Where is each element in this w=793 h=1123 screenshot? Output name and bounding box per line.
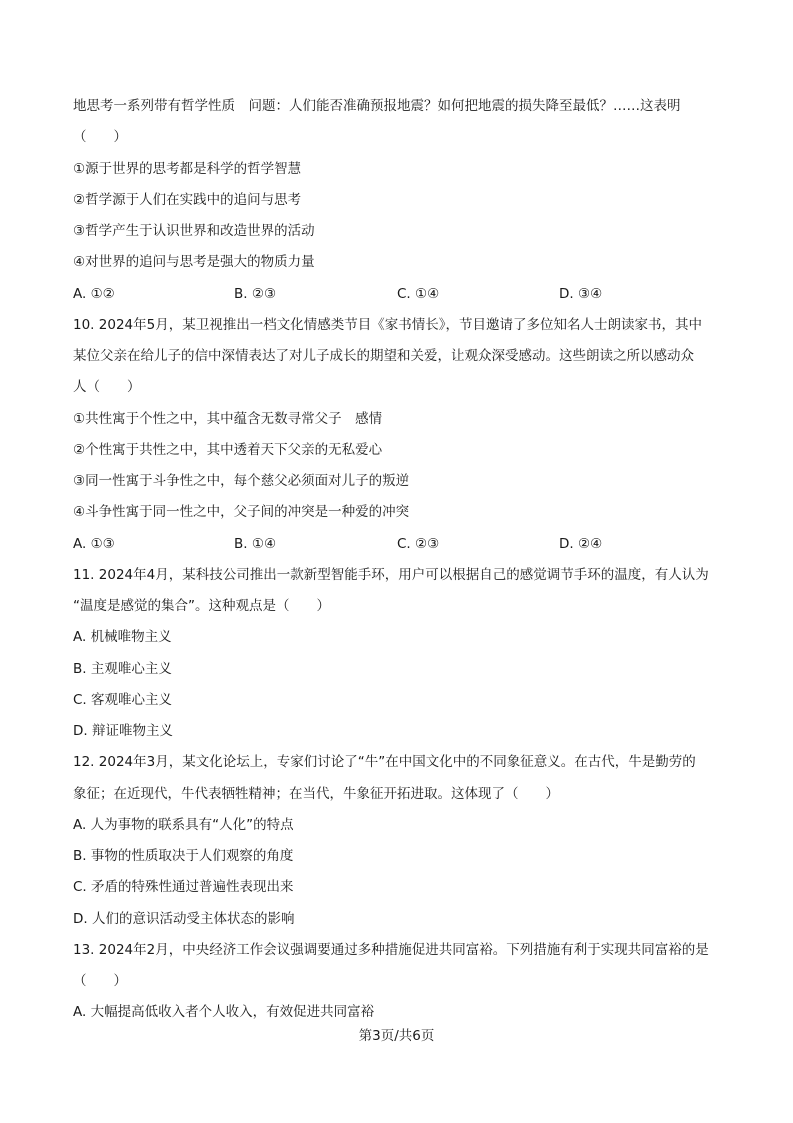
- q10-statement-4: ④斗争性寓于同一性之中，父子间的冲突是一种爱的冲突: [73, 504, 410, 520]
- q12-option-c[interactable]: C. 矛盾的特殊性通过普遍性表现出来: [73, 879, 294, 895]
- q9-option-d[interactable]: D. ③④: [559, 286, 603, 302]
- q12-option-a[interactable]: A. 人为事物的联系具有“人化”的特点: [73, 817, 294, 833]
- q9-option-c[interactable]: C. ①④: [397, 286, 440, 302]
- q10-stem-line-1: 10. 2024年5月，某卫视推出一档文化情感类节目《家书情长》，节目邀请了多位知名人士朗读家书，其中: [73, 317, 702, 333]
- q13-stem-line-1: 13. 2024年2月，中央经济工作会议强调要通过多种措施促进共同富裕。下列措施有利于实现共同富裕的是: [73, 942, 709, 958]
- q9-statement-1: ①源于世界的思考都是科学的哲学智慧: [73, 161, 302, 177]
- q11-option-d[interactable]: D. 辩证唯物主义: [73, 723, 173, 739]
- q12-stem-line-2: 象征；在近现代，牛代表牺牲精神；在当代，牛象征开拓进取。这体现了（ ）: [73, 786, 559, 802]
- q10-option-c[interactable]: C. ②③: [397, 536, 440, 552]
- q13-stem-line-2: （ ）: [73, 973, 127, 989]
- page-number-footer: 第3页/共6页: [358, 1028, 435, 1044]
- q13-option-a[interactable]: A. 大幅提高低收入者个人收入，有效促进共同富裕: [73, 1004, 375, 1020]
- q10-stem-line-3: 人（ ）: [73, 379, 141, 395]
- q11-option-c[interactable]: C. 客观唯心主义: [73, 692, 173, 708]
- q9-statement-3: ③哲学产生于认识世界和改造世界的活动: [73, 223, 315, 239]
- q10-statement-1: ①共性寓于个性之中，其中蕴含无数寻常父子 感情: [73, 411, 383, 427]
- q9-option-a[interactable]: A. ①②: [73, 286, 115, 302]
- q10-option-d[interactable]: D. ②④: [559, 536, 603, 552]
- q11-stem-line-2: “温度是感觉的集合”。这种观点是（ ）: [73, 598, 330, 614]
- q11-option-a[interactable]: A. 机械唯物主义: [73, 629, 172, 645]
- q9-stem-line-2: （ ）: [73, 129, 127, 145]
- q9-stem-line-1: 地思考一系列带有哲学性质 问题：人们能否准确预报地震？如何把地震的损失降至最低？……这表明: [73, 98, 681, 114]
- q10-option-a[interactable]: A. ①③: [73, 536, 115, 552]
- q9-statement-4: ④对世界的追问与思考是强大的物质力量: [73, 254, 315, 270]
- q11-option-b[interactable]: B. 主观唯心主义: [73, 661, 172, 677]
- q12-option-b[interactable]: B. 事物的性质取决于人们观察的角度: [73, 848, 294, 864]
- q12-option-d[interactable]: D. 人们的意识活动受主体状态的影响: [73, 911, 295, 927]
- q10-stem-line-2: 某位父亲在给儿子的信中深情表达了对儿子成长的期望和关爱，让观众深受感动。这些朗读之所以感动众: [73, 348, 694, 364]
- q10-statement-3: ③同一性寓于斗争性之中，每个慈父必须面对儿子的叛逆: [73, 473, 410, 489]
- q9-option-b[interactable]: B. ②③: [234, 286, 277, 302]
- q10-statement-2: ②个性寓于共性之中，其中透着天下父亲的无私爱心: [73, 442, 383, 458]
- q10-option-b[interactable]: B. ①④: [234, 536, 277, 552]
- q9-statement-2: ②哲学源于人们在实践中的追问与思考: [73, 192, 302, 208]
- q11-stem-line-1: 11. 2024年4月，某科技公司推出一款新型智能手环，用户可以根据自己的感觉调节手环的温度，有人认为: [73, 567, 709, 583]
- q12-stem-line-1: 12. 2024年3月，某文化论坛上，专家们讨论了“牛”在中国文化中的不同象征意义。在古代，牛是勤劳的: [73, 754, 696, 770]
